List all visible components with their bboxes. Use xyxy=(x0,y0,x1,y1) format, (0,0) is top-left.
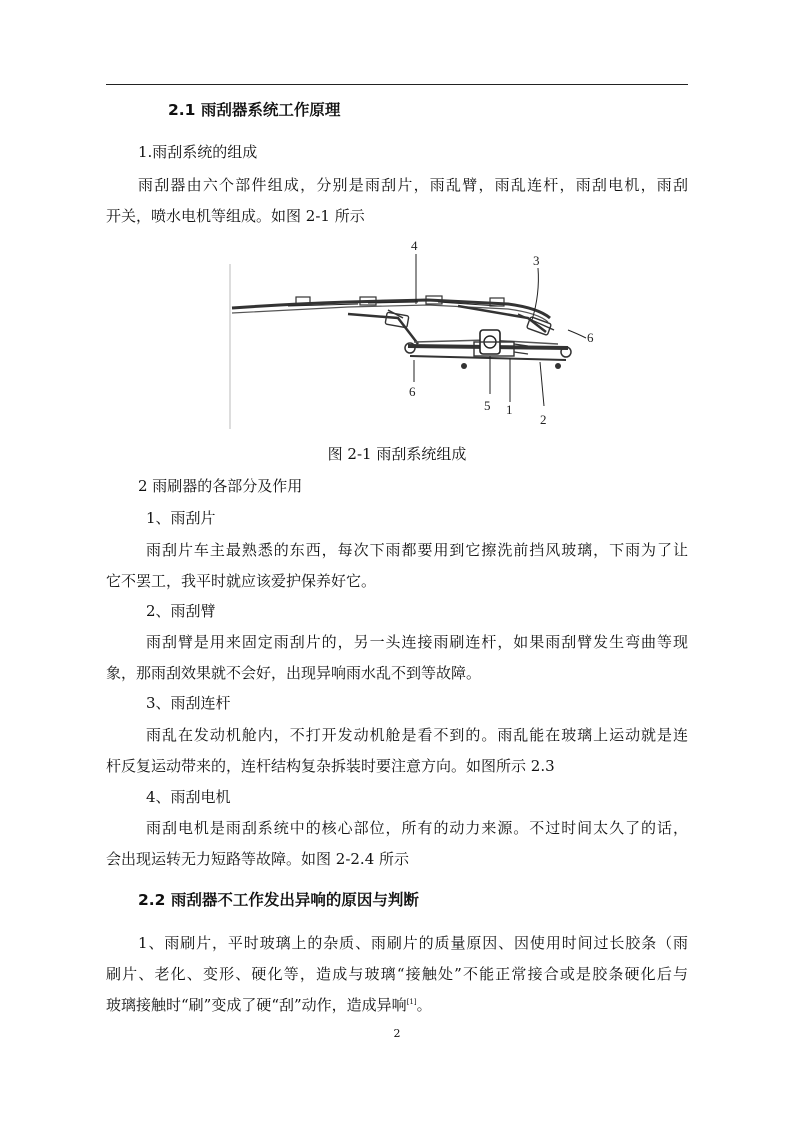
paragraph-line: 它不罢工，我平时就应该爱护保养好它。 xyxy=(106,572,377,590)
sub-heading-wiper-motor: 4、雨刮电机 xyxy=(146,788,231,806)
paragraph-line: 1、雨刷片，平时玻璃上的杂质、雨刷片的质量原因、因使用时间过长胶条（雨 xyxy=(138,934,688,952)
paragraph-line: 会出现运转无力短路等故障。如图 2-2.4 所示 xyxy=(106,850,410,868)
paragraph-line: 雨刮臂是用来固定雨刮片的，另一头连接雨刷连杆，如果雨刮臂发生弯曲等现 xyxy=(146,633,688,651)
figure-caption: 图 2-1 雨刮系统组成 xyxy=(327,445,467,463)
sub-heading-wiper-linkage: 3、雨刮连杆 xyxy=(146,694,231,712)
paragraph-line: 雨刮电机是雨刮系统中的核心部位，所有的动力来源。不过时间太久了的话， xyxy=(146,819,688,837)
paragraph-line: 开关，喷水电机等组成。如图 2-1 所示 xyxy=(106,207,365,225)
item-heading-parts: 2 雨刷器的各部分及作用 xyxy=(138,477,303,495)
paragraph-line: 象，那雨刮效果就不会好，出现异响雨水乱不到等故障。 xyxy=(106,664,482,682)
section-heading-2-2: 2.2 雨刮器不工作发出异响的原因与判断 xyxy=(138,891,419,909)
paragraph-line: 雨乱在发动机舱内，不打开发动机舱是看不到的。雨乱能在玻璃上运动就是连 xyxy=(146,726,688,744)
sub-heading-wiper-blade: 1、雨刮片 xyxy=(146,509,216,527)
item-heading-composition: 1.雨刮系统的组成 xyxy=(138,143,258,161)
callout-2: 2 xyxy=(540,412,547,427)
paragraph-text: 玻璃接触时“刷”变成了硬“刮”动作，造成异响 xyxy=(106,996,407,1014)
paragraph-line-with-citation xyxy=(106,995,432,1015)
paragraph-line: 雨刮器由六个部件组成，分别是雨刮片，雨乱臂，雨乱连杆，雨刮电机，雨刮 xyxy=(138,176,688,194)
callout-5: 5 xyxy=(484,398,491,413)
citation-ref[interactable]: [1] xyxy=(406,998,417,1006)
callout-3: 3 xyxy=(533,253,540,268)
wiper-system-figure xyxy=(228,234,608,429)
paragraph-line: 刷片、老化、变形、硬化等，造成与玻璃“接触处”不能正常接合或是胶条硬化后与 xyxy=(106,965,688,983)
section-heading-2-1: 2.1 雨刮器系统工作原理 xyxy=(168,101,341,119)
callout-6-left: 6 xyxy=(409,384,416,399)
paragraph-line: 杆反复运动带来的，连杆结构复杂拆装时要注意方向。如图所示 2.3 xyxy=(106,757,555,775)
callout-1: 1 xyxy=(506,402,513,417)
header-rule xyxy=(106,84,688,85)
paragraph-end: 。 xyxy=(416,996,432,1014)
page-number: 2 xyxy=(393,1027,401,1040)
callout-4: 4 xyxy=(411,238,418,253)
callout-6-right: 6 xyxy=(587,330,594,345)
paragraph-line: 雨刮片车主最熟悉的东西，每次下雨都要用到它擦洗前挡风玻璃，下雨为了让 xyxy=(146,541,688,559)
sub-heading-wiper-arm: 2、雨刮臂 xyxy=(146,602,216,620)
